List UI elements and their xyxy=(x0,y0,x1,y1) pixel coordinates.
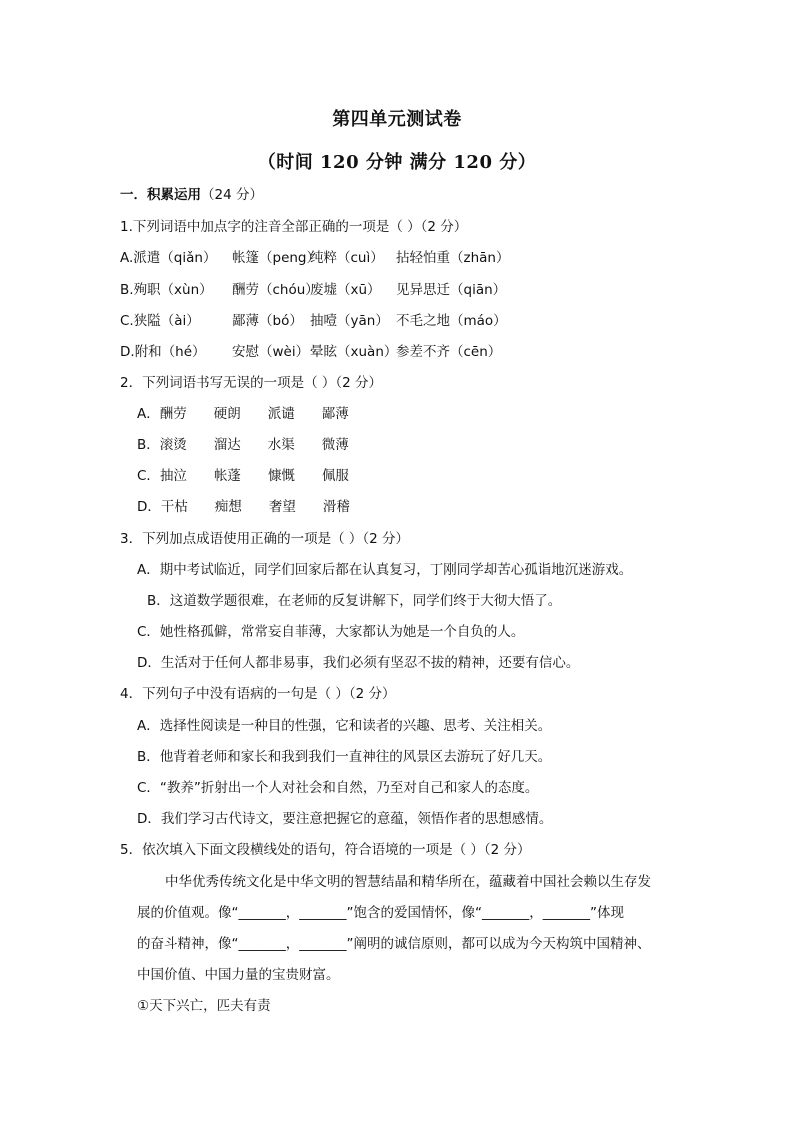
question-3-stem: 3．下列加点成语使用正确的一项是（ ）（2 分） xyxy=(120,531,410,547)
question-1-option-a: A.派遣（qiǎn） 帐篷（peng）纯粹（cuì） 拈轻怕重（zhān） xyxy=(120,250,510,266)
question-2-option-a: A．酬劳 硬朗 派谴 鄙薄 xyxy=(137,406,349,422)
page-title: 第四单元测试卷 xyxy=(332,109,462,130)
question-4-option-a: A．选择性阅读是一种目的性强，它和读者的兴趣、思考、关注相关。 xyxy=(137,718,552,734)
answer-item-1: ①天下兴亡，匹夫有责 xyxy=(137,998,271,1014)
question-3-option-c: C．她性格孤僻，常常妄自菲薄，大家都认为她是一个自负的人。 xyxy=(137,624,525,640)
question-5-stem: 5．依次填入下面文段横线处的语句，符合语境的一项是（ ）（2 分） xyxy=(120,842,531,858)
question-4-option-c: C．“教养”折射出一个人对社会和自然，乃至对自己和家人的态度。 xyxy=(137,780,539,796)
question-3-option-b: B．这道数学题很难，在老师的反复讲解下，同学们终于大彻大悟了。 xyxy=(147,593,562,609)
question-4-stem: 4．下列句子中没有语病的一句是（ ）（2 分） xyxy=(120,686,396,702)
question-2-option-b: B．滚烫 溜达 水渠 微薄 xyxy=(137,437,349,453)
question-4-option-b: B．他背着老师和家长和我到我们一直神往的风景区去游玩了好几天。 xyxy=(137,749,552,765)
passage-line: 展的价值观。像“_______，_______”饱含的爱国情怀，像“_______，_______”体现 xyxy=(137,905,624,921)
question-3-option-d: D．生活对于任何人都非易事，我们必须有坚忍不拔的精神，还要有信心。 xyxy=(137,655,580,671)
exam-subtitle: （时间 120 分钟 满分 120 分） xyxy=(257,152,537,173)
question-1-option-b: B.殉职（xùn） 酬劳（chóu）废墟（xū） 见异思迁（qiān） xyxy=(120,282,507,298)
question-3-option-a: A．期中考试临近，同学们回家后都在认真复习，丁刚同学却苦心孤诣地沉迷游戏。 xyxy=(137,562,633,578)
question-2-stem: 2．下列词语书写无误的一项是（ ）（2 分） xyxy=(120,375,383,391)
question-1-stem: 1.下列词语中加点字的注音全部正确的一项是（ ）（2 分） xyxy=(120,219,468,235)
question-1-option-d: D.附和（hé） 安慰（wèi）晕眩（xuàn）参差不齐（cēn） xyxy=(120,344,502,360)
section-label: 一．积累运用 xyxy=(120,187,201,203)
question-4-option-d: D．我们学习古代诗文，要注意把握它的意蕴，领悟作者的思想感情。 xyxy=(137,811,553,827)
question-2-option-c: C．抽泣 帐蓬 慷慨 佩服 xyxy=(137,468,349,484)
section-points: （24 分） xyxy=(201,187,263,203)
passage-line: 的奋斗精神，像“_______，_______”阐明的诚信原则，都可以成为今天构筑中国精神、 xyxy=(137,936,651,952)
passage-line: 中国价值、中国力量的宝贵财富。 xyxy=(137,967,340,983)
section-heading xyxy=(120,186,263,204)
question-1-option-c: C.狭隘（ài） 鄙薄（bó） 抽噎（yān） 不毛之地（máo） xyxy=(120,313,507,329)
question-2-option-d: D．干枯 痴想 奢望 滑稽 xyxy=(137,499,350,515)
passage-line: 中华优秀传统文化是中华文明的智慧结晶和精华所在，蕴藏着中国社会赖以生存发 xyxy=(165,874,651,890)
